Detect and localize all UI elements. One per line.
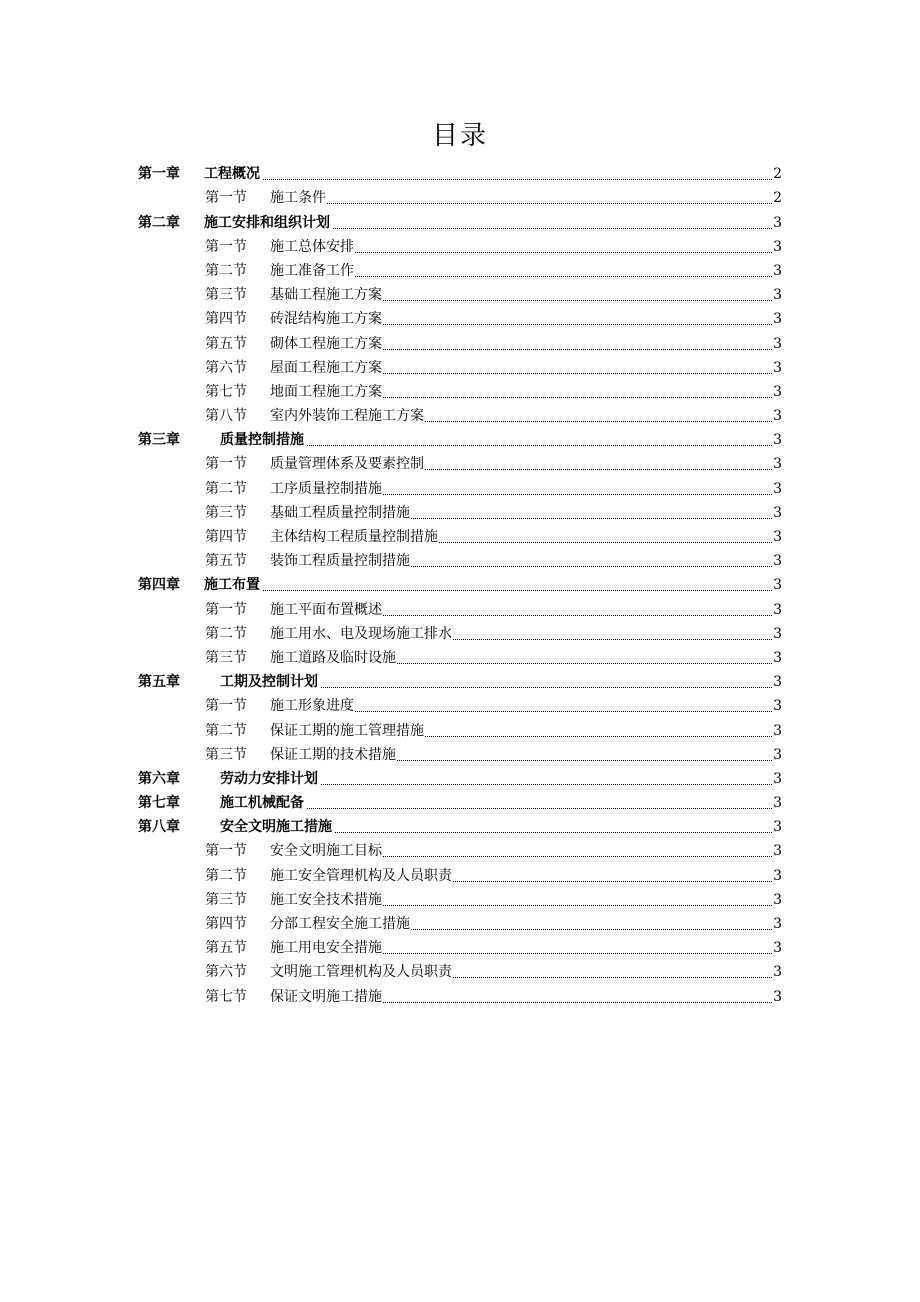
toc-section-entry[interactable] <box>138 644 782 668</box>
toc-entry-title: 保证工期的技术措施 <box>270 746 396 763</box>
toc-entry-number: 第三节 <box>205 746 247 763</box>
toc-section-entry[interactable] <box>138 378 782 402</box>
toc-chapter-entry[interactable] <box>138 426 782 450</box>
toc-dot-leader <box>263 589 772 591</box>
toc-dot-leader <box>425 420 772 422</box>
toc-entry-title: 安全文明施工措施 <box>220 819 332 836</box>
toc-dot-leader <box>321 686 772 688</box>
toc-page-number: 3 <box>773 262 782 279</box>
toc-dot-leader <box>383 952 772 954</box>
toc-dot-leader <box>383 299 772 301</box>
toc-section-entry[interactable] <box>138 523 782 547</box>
toc-entry-number: 第五章 <box>138 674 180 691</box>
toc-entry-number: 第四节 <box>205 311 247 328</box>
toc-page-number: 3 <box>773 408 782 425</box>
toc-section-entry[interactable] <box>138 474 782 498</box>
toc-dot-leader <box>263 178 772 180</box>
toc-entry-title: 砌体工程施工方案 <box>270 335 382 352</box>
toc-page-number: 3 <box>773 722 782 739</box>
toc-dot-leader <box>425 735 772 737</box>
toc-dot-leader <box>321 783 772 785</box>
toc-entry-number: 第二节 <box>205 625 247 642</box>
toc-section-entry[interactable] <box>138 861 782 885</box>
toc-page-number: 3 <box>773 238 782 255</box>
toc-dot-leader <box>355 275 772 277</box>
toc-entry-title: 保证文明施工措施 <box>270 988 382 1005</box>
toc-entry-title: 施工总体安排 <box>270 238 354 255</box>
toc-dot-leader <box>383 323 772 325</box>
toc-dot-leader <box>307 444 772 446</box>
toc-entry-number: 第一节 <box>205 698 247 715</box>
toc-section-entry[interactable] <box>138 305 782 329</box>
toc-entry-title: 基础工程质量控制措施 <box>270 504 410 521</box>
toc-entry-title: 工期及控制计划 <box>220 674 318 691</box>
toc-entry-number: 第一节 <box>205 456 247 473</box>
toc-entry-number: 第三章 <box>138 432 180 449</box>
toc-section-entry[interactable] <box>138 934 782 958</box>
toc-chapter-entry[interactable] <box>138 571 782 595</box>
toc-entry-title: 施工用水、电及现场施工排水 <box>270 625 452 642</box>
toc-entry-number: 第二节 <box>205 262 247 279</box>
toc-dot-leader <box>383 614 772 616</box>
toc-page-number: 3 <box>773 601 782 618</box>
toc-entry-title: 室内外装饰工程施工方案 <box>270 408 424 425</box>
toc-section-entry[interactable] <box>138 329 782 353</box>
toc-section-entry[interactable] <box>138 982 782 1006</box>
toc-page-number: 3 <box>773 964 782 981</box>
toc-entry-title: 砖混结构施工方案 <box>270 311 382 328</box>
toc-page-number: 3 <box>773 698 782 715</box>
toc-page-number: 3 <box>773 311 782 328</box>
toc-dot-leader <box>335 831 772 833</box>
toc-dot-leader <box>425 468 772 470</box>
toc-entry-title: 安全文明施工目标 <box>270 843 382 860</box>
toc-chapter-entry[interactable] <box>138 668 782 692</box>
toc-page-number: 3 <box>773 770 782 787</box>
toc-page-number: 3 <box>773 746 782 763</box>
toc-entry-title: 劳动力安排计划 <box>220 770 318 787</box>
toc-section-entry[interactable] <box>138 741 782 765</box>
toc-page-number: 3 <box>773 529 782 545</box>
toc-page-number: 3 <box>773 577 782 594</box>
toc-page-number: 3 <box>773 916 782 932</box>
toc-entry-title: 施工布置 <box>204 577 260 594</box>
toc-entry-number: 第六节 <box>205 359 247 376</box>
toc-entry-title: 装饰工程质量控制措施 <box>270 553 410 570</box>
toc-entry-number: 第三节 <box>205 504 247 521</box>
toc-dot-leader <box>307 807 772 809</box>
toc-entry-number: 第五节 <box>205 335 247 352</box>
toc-section-entry[interactable] <box>138 281 782 305</box>
toc-entry-number: 第一节 <box>205 601 247 618</box>
toc-page-number: 3 <box>773 940 782 957</box>
toc-page-number: 2 <box>773 166 782 183</box>
toc-entry-number: 第二节 <box>205 480 247 497</box>
toc-dot-leader <box>411 928 772 930</box>
toc-entry-number: 第六章 <box>138 770 180 787</box>
toc-dot-leader <box>383 372 772 374</box>
toc-chapter-entry[interactable] <box>138 765 782 789</box>
toc-section-entry[interactable] <box>138 958 782 982</box>
toc-entry-title: 施工形象进度 <box>270 698 354 715</box>
toc-entry-title: 施工条件 <box>270 190 326 207</box>
toc-page-number: 3 <box>773 383 782 400</box>
toc-entry-title: 主体结构工程质量控制措施 <box>270 529 438 545</box>
toc-page-number: 3 <box>773 480 782 497</box>
toc-page-number: 3 <box>773 456 782 473</box>
toc-entry-number: 第五节 <box>205 940 247 957</box>
toc-dot-leader <box>333 227 772 229</box>
toc-entry-title: 施工安排和组织计划 <box>204 214 330 231</box>
toc-entry-title: 施工安全管理机构及人员职责 <box>270 867 452 884</box>
toc-entry-title: 施工道路及临时设施 <box>270 649 396 666</box>
toc-entry-number: 第四节 <box>205 916 247 932</box>
toc-dot-leader <box>439 541 772 543</box>
toc-entry-number: 第七章 <box>138 795 180 812</box>
toc-section-entry[interactable] <box>138 910 782 934</box>
toc-section-entry[interactable] <box>138 499 782 523</box>
toc-dot-leader <box>453 880 772 882</box>
toc-page-number: 3 <box>773 553 782 570</box>
toc-section-entry[interactable] <box>138 692 782 716</box>
toc-page-number: 3 <box>773 867 782 884</box>
toc-section-entry[interactable] <box>138 257 782 281</box>
toc-section-entry[interactable] <box>138 547 782 571</box>
toc-dot-leader <box>383 493 772 495</box>
toc-dot-leader <box>411 517 772 519</box>
toc-entry-title: 施工平面布置概述 <box>270 601 382 618</box>
toc-section-entry[interactable] <box>138 595 782 619</box>
toc-section-entry[interactable] <box>138 837 782 861</box>
toc-dot-leader <box>383 904 772 906</box>
toc-page-number: 3 <box>773 287 782 304</box>
toc-section-entry[interactable] <box>138 886 782 910</box>
toc-chapter-entry[interactable] <box>138 208 782 232</box>
toc-entry-number: 第五节 <box>205 553 247 570</box>
toc-entry-title: 地面工程施工方案 <box>270 383 382 400</box>
toc-entry-title: 施工机械配备 <box>220 795 304 812</box>
toc-page-number: 3 <box>773 649 782 666</box>
toc-dot-leader <box>383 855 772 857</box>
toc-dot-leader <box>355 251 772 253</box>
toc-page-number: 3 <box>773 214 782 231</box>
toc-page-number: 3 <box>773 891 782 908</box>
toc-entry-title: 质量管理体系及要素控制 <box>270 456 424 473</box>
toc-entry-number: 第二节 <box>205 722 247 739</box>
toc-entry-number: 第一节 <box>205 843 247 860</box>
toc-entry-number: 第七节 <box>205 988 247 1005</box>
toc-section-entry[interactable] <box>138 620 782 644</box>
toc-page-number: 3 <box>773 432 782 449</box>
toc-page-number: 2 <box>773 190 782 207</box>
toc-dot-leader <box>411 565 772 567</box>
toc-section-entry[interactable] <box>138 354 782 378</box>
toc-chapter-entry[interactable] <box>138 160 782 184</box>
toc-section-entry[interactable] <box>138 233 782 257</box>
toc-entry-title: 保证工期的施工管理措施 <box>270 722 424 739</box>
toc-entry-number: 第三节 <box>205 649 247 666</box>
toc-entry-number: 第八章 <box>138 819 180 836</box>
toc-entry-number: 第一章 <box>138 166 180 183</box>
toc-entry-title: 质量控制措施 <box>220 432 304 449</box>
toc-entry-title: 工程概况 <box>204 166 260 183</box>
toc-entry-title: 基础工程施工方案 <box>270 287 382 304</box>
toc-dot-leader <box>355 710 772 712</box>
toc-section-entry[interactable] <box>138 716 782 740</box>
toc-entry-title: 施工安全技术措施 <box>270 891 382 908</box>
toc-entry-number: 第三节 <box>205 287 247 304</box>
toc-entry-title: 屋面工程施工方案 <box>270 359 382 376</box>
toc-entry-number: 第四章 <box>138 577 180 594</box>
toc-dot-leader <box>397 662 772 664</box>
toc-section-entry[interactable] <box>138 450 782 474</box>
toc-list <box>138 160 782 1007</box>
toc-entry-title: 施工用电安全措施 <box>270 940 382 957</box>
toc-title: 目录 <box>431 121 488 151</box>
toc-entry-title: 文明施工管理机构及人员职责 <box>270 964 452 981</box>
toc-dot-leader <box>383 1001 772 1003</box>
toc-dot-leader <box>327 202 772 204</box>
toc-page-number: 3 <box>773 795 782 812</box>
toc-section-entry[interactable] <box>138 402 782 426</box>
toc-page-number: 3 <box>773 988 782 1005</box>
toc-dot-leader <box>397 759 772 761</box>
toc-entry-number: 第一节 <box>205 238 247 255</box>
toc-entry-number: 第二章 <box>138 214 180 231</box>
toc-section-entry[interactable] <box>138 184 782 208</box>
toc-entry-number: 第三节 <box>205 891 247 908</box>
toc-page-number: 3 <box>773 843 782 860</box>
toc-dot-leader <box>453 638 772 640</box>
toc-page-number: 3 <box>773 819 782 836</box>
toc-page-number: 3 <box>773 359 782 376</box>
toc-entry-number: 第二节 <box>205 867 247 884</box>
toc-page-number: 3 <box>773 335 782 352</box>
toc-page-number: 3 <box>773 674 782 691</box>
toc-page-number: 3 <box>773 625 782 642</box>
toc-chapter-entry[interactable] <box>138 813 782 837</box>
toc-entry-number: 第八节 <box>205 408 247 425</box>
toc-entry-number: 第一节 <box>205 190 247 207</box>
toc-entry-number: 第六节 <box>205 964 247 981</box>
toc-chapter-entry[interactable] <box>138 789 782 813</box>
toc-entry-number: 第七节 <box>205 383 247 400</box>
toc-entry-title: 工序质量控制措施 <box>270 480 382 497</box>
toc-entry-title: 分部工程安全施工措施 <box>270 916 410 932</box>
toc-dot-leader <box>383 396 772 398</box>
toc-entry-number: 第四节 <box>205 529 247 545</box>
toc-dot-leader <box>383 348 772 350</box>
toc-page-number: 3 <box>773 504 782 521</box>
toc-entry-title: 施工准备工作 <box>270 262 354 279</box>
toc-dot-leader <box>453 976 772 978</box>
